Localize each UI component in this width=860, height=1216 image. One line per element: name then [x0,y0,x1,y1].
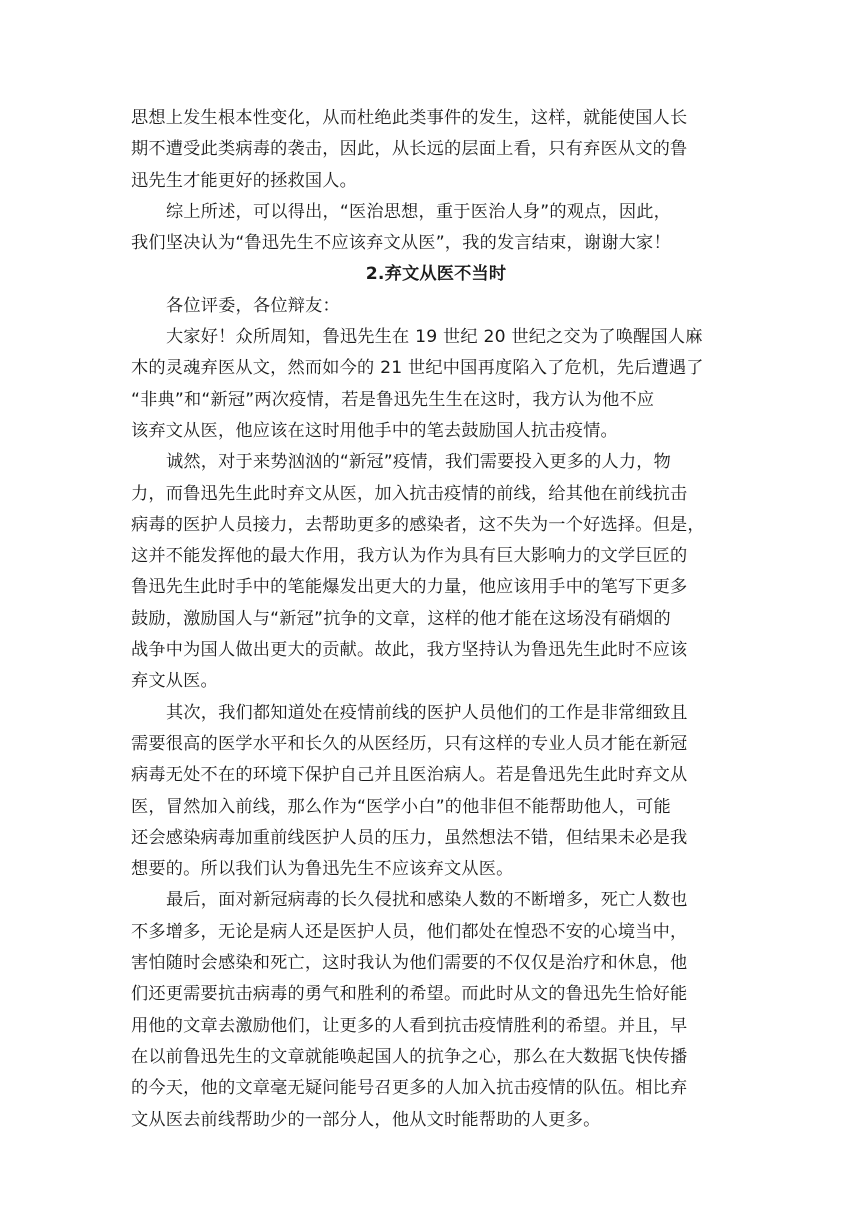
text-line: 病毒无处不在的环境下保护自己并且医治病人。若是鲁迅先生此时弃文从 [131,765,688,786]
paragraph-continuation [131,103,731,197]
text-line: 鲁迅先生此时手中的笔能爆发出更大的力量，他应该用手中的笔写下更多 [131,577,688,598]
text-line: 的今天，他的文章毫无疑问能号召更多的人加入抗击疫情的队伍。相比弃 [131,1078,688,1099]
text-line: 综上所述，可以得出，“医治思想，重于医治人身”的观点，因此， [166,201,672,222]
text-line: “非典”和“新冠”两次疫情，若是鲁迅先生生在这时，我方认为他不应 [131,389,655,410]
paragraph-conclusion [131,197,731,260]
text-line: 思想上发生根本性变化，从而杜绝此类事件的发生，这样，就能使国人长 [131,108,688,128]
text-line: 迅先生才能更好的拯救国人。 [131,170,358,191]
text-line: 鼓励，激励国人与“新冠”抗争的文章，这样的他才能在这场没有硝烟的 [131,608,671,629]
text-line: 想要的。所以我们认为鲁迅先生不应该弃文从医。 [131,859,514,880]
text-line: 还会感染病毒加重前线医护人员的压力，虽然想法不错，但结果未必是我 [131,827,688,848]
text-line: 最后，面对新冠病毒的长久侵扰和感染人数的不断增多，死亡人数也 [166,890,688,911]
text-line: 力，而鲁迅先生此时弃文从医，加入抗击疫情的前线，给其他在前线抗击 [131,483,688,504]
text-line: 诚然，对于来势汹汹的“新冠”疫情，我们需要投入更多的人力，物 [166,452,672,473]
text-line: 这并不能发挥他的最大作用，我方认为作为具有巨大影响力的文学巨匠的 [131,546,688,567]
text-line: 其次，我们都知道处在疫情前线的医护人员他们的工作是非常细致且 [166,702,688,723]
document-page [131,103,731,1136]
paragraph-argument-1 [131,447,731,697]
text-line: 在以前鲁迅先生的文章就能唤起国人的抗争之心，那么在大数据飞快传播 [131,1046,688,1067]
text-line: 不多增多，无论是病人还是医护人员，他们都处在惶恐不安的心境当中， [131,921,688,942]
text-line: 大家好！众所周知，鲁迅先生在 19 世纪 20 世纪之交为了唤醒国人麻 [166,327,703,348]
paragraph-opening [131,322,731,447]
text-line: 弃文从医。 [131,671,218,692]
text-line: 病毒的医护人员接力，去帮助更多的感染者，这不失为一个好选择。但是， [131,514,705,535]
paragraph-argument-2 [131,698,731,886]
text-line: 文从医去前线帮助少的一部分人，他从文时能帮助的人更多。 [131,1109,601,1130]
text-line: 害怕随时会感染和死亡，这时我认为他们需要的不仅仅是治疗和休息，他 [131,953,688,974]
text-line: 医，冒然加入前线，那么作为“医学小白”的他非但不能帮助他人，可能 [131,796,671,817]
text-line: 我们坚决认为“鲁迅先生不应该弃文从医”，我的发言结束，谢谢大家！ [131,233,671,254]
text-line: 用他的文章去激励他们，让更多的人看到抗击疫情胜利的希望。并且，早 [131,1015,688,1036]
text-line: 战争中为国人做出更大的贡献。故此，我方坚持认为鲁迅先生此时不应该 [131,640,688,661]
paragraph-argument-3 [131,885,731,1135]
greeting: 各位评委，各位辩友： [166,295,340,316]
text-line: 需要很高的医学水平和长久的从医经历，只有这样的专业人员才能在新冠 [131,733,688,754]
text-line: 们还更需要抗击病毒的勇气和胜利的希望。而此时从文的鲁迅先生恰好能 [131,984,688,1005]
section-heading: 2.弃文从医不当时 [365,264,507,285]
text-line: 期不遭受此类病毒的袭击，因此，从长远的层面上看，只有弃医从文的鲁 [131,139,688,160]
text-line: 木的灵魂弃医从文，然而如今的 21 世纪中国再度陷入了危机，先后遭遇了 [131,358,704,379]
text-line: 该弃文从医，他应该在这时用他手中的笔去鼓励国人抗击疫情。 [131,420,618,441]
